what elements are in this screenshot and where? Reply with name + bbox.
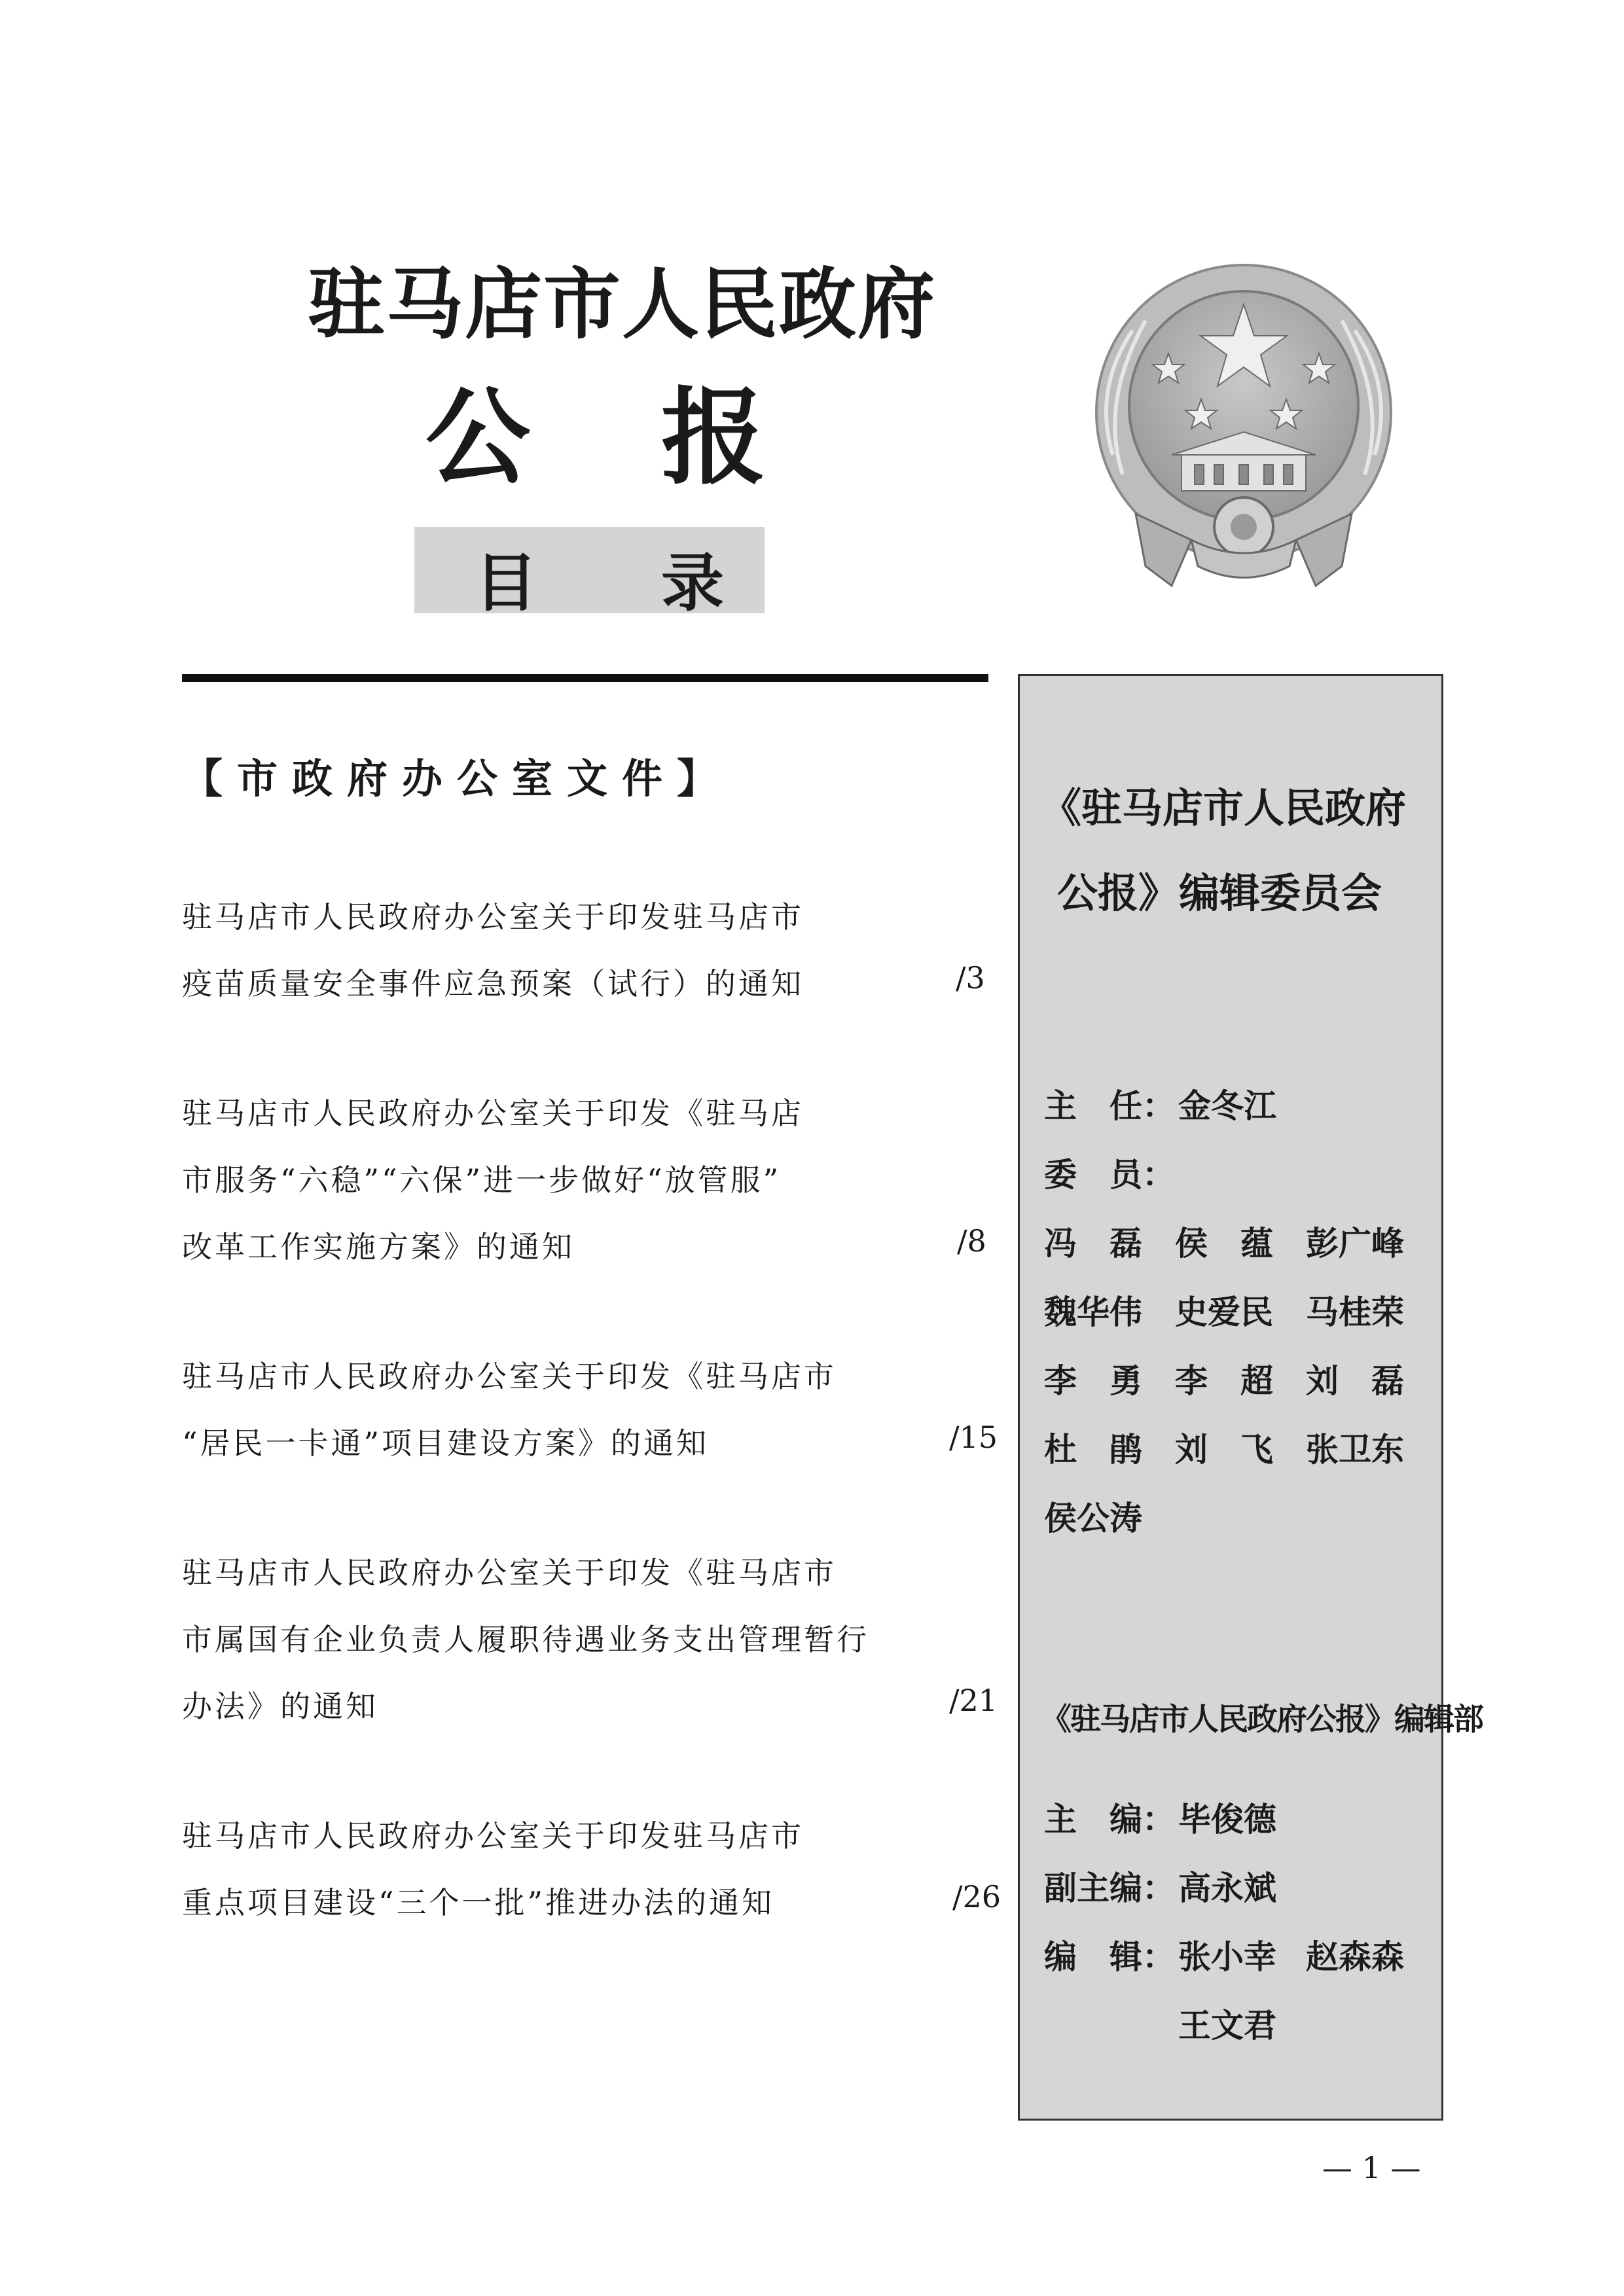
editorial-dept-title: 《驻马店市人民政府公报》编辑部 — [1041, 1702, 1483, 1738]
committee-title-line-1: 《驻马店市人民政府 — [1041, 784, 1407, 832]
toc-entry-3-page: /15 — [949, 1420, 998, 1455]
chief-editor-name: 毕俊德 — [1178, 1801, 1276, 1839]
toc-entry-5-line-1[interactable]: 驻马店市人民政府办公室关于印发驻马店市 — [182, 1818, 804, 1854]
member-name: 侯 蕴 — [1175, 1225, 1273, 1263]
member-name: 马桂荣 — [1306, 1293, 1404, 1331]
toc-entry-1-page: /3 — [956, 960, 985, 996]
publication-title-char-2: 报 — [661, 376, 767, 499]
toc-entry-4-line-2[interactable]: 市属国有企业负责人履职待遇业务支出管理暂行 — [182, 1622, 869, 1657]
toc-entry-4-page: /21 — [949, 1683, 998, 1718]
director-name: 金冬江 — [1178, 1087, 1276, 1125]
section-label: 【市政府办公室文件】 — [182, 755, 732, 802]
editor-name: 王文君 — [1178, 2007, 1276, 2045]
director-label: 主 任： — [1044, 1087, 1175, 1125]
member-name: 彭广峰 — [1306, 1225, 1404, 1263]
deputy-editor-label: 副主编： — [1044, 1869, 1175, 1907]
chief-editor-label: 主 编： — [1044, 1801, 1175, 1839]
toc-entry-2-line-2[interactable]: 市服务“六稳”“六保”进一步做好“放管服” — [182, 1162, 782, 1198]
deputy-editor-name: 高永斌 — [1178, 1869, 1276, 1907]
member-name: 杜 鹃 — [1044, 1431, 1142, 1469]
committee-title-line-2: 公报》编辑委员会 — [1057, 869, 1382, 917]
toc-entry-5-line-2[interactable]: 重点项目建设“三个一批”推进办法的通知 — [182, 1885, 775, 1920]
member-name: 刘 磊 — [1306, 1362, 1404, 1400]
member-name: 李 勇 — [1044, 1362, 1142, 1400]
member-name: 侯公涛 — [1044, 1499, 1142, 1537]
member-name: 李 超 — [1175, 1362, 1273, 1400]
member-name: 魏华伟 — [1044, 1293, 1142, 1331]
toc-entry-4-line-1[interactable]: 驻马店市人民政府办公室关于印发《驻马店市 — [182, 1555, 837, 1590]
publication-org-name: 驻马店市人民政府 — [308, 259, 937, 350]
publication-title-char-1: 公 — [425, 376, 531, 499]
toc-entry-5-page: /26 — [952, 1879, 1001, 1914]
member-name: 冯 磊 — [1044, 1225, 1142, 1263]
member-name: 史爱民 — [1175, 1293, 1273, 1331]
member-name: 张卫东 — [1306, 1431, 1404, 1469]
toc-entry-1-line-2[interactable]: 疫苗质量安全事件应急预案（试行）的通知 — [182, 966, 804, 1001]
toc-entry-3-line-2[interactable]: “居民一卡通”项目建设方案》的通知 — [182, 1426, 710, 1461]
toc-entry-4-line-3[interactable]: 办法》的通知 — [182, 1689, 378, 1724]
toc-heading-char-2: 录 — [661, 547, 724, 620]
national-emblem-icon — [1074, 259, 1414, 612]
member-name: 刘 飞 — [1175, 1431, 1273, 1469]
toc-heading-char-1: 目 — [475, 547, 537, 620]
members-label: 委 员： — [1044, 1156, 1175, 1194]
editors-label: 编 辑： — [1044, 1938, 1175, 1976]
header-divider — [182, 674, 988, 682]
editor-name: 赵森森 — [1306, 1938, 1404, 1976]
page-number: — 1 — — [1322, 2150, 1421, 2185]
toc-entry-2-line-3[interactable]: 改革工作实施方案》的通知 — [182, 1229, 575, 1265]
toc-entry-2-page: /8 — [957, 1223, 986, 1259]
toc-entry-2-line-1[interactable]: 驻马店市人民政府办公室关于印发《驻马店 — [182, 1096, 804, 1131]
toc-entry-3-line-1[interactable]: 驻马店市人民政府办公室关于印发《驻马店市 — [182, 1359, 837, 1394]
toc-entry-1-line-1[interactable]: 驻马店市人民政府办公室关于印发驻马店市 — [182, 899, 804, 935]
editor-name: 张小幸 — [1178, 1938, 1276, 1976]
